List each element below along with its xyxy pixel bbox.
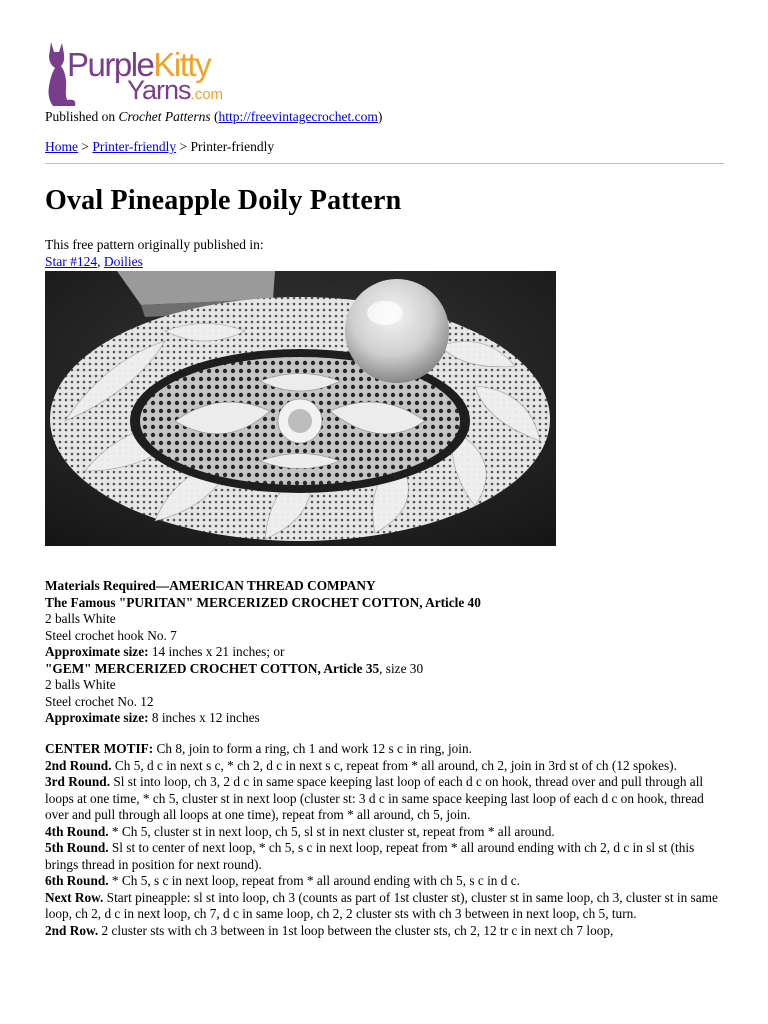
size-label: Approximate size: xyxy=(45,710,149,725)
round-label: Next Row. xyxy=(45,889,104,905)
instructions-section xyxy=(45,741,725,939)
instruction-round xyxy=(45,873,725,890)
page-title: Oval Pineapple Doily Pattern xyxy=(45,185,402,216)
materials-heading: Materials Required—AMERICAN THREAD COMPANY xyxy=(45,578,376,593)
round-text: Sl st into loop, ch 3, 2 d c in same space keeping last loop of each d c on hook, thread over and pull through all loops at one time, * ch 5, cluster st in next loop (cluster st: 3 d c in same space keeping last loop of each d c on hook, thread over and pull through all loops at one time), repeat from * all around, ch 5, join. xyxy=(45,774,704,822)
breadcrumb xyxy=(45,139,274,155)
logo-word-yarns: Yarns xyxy=(127,75,191,105)
materials-line xyxy=(45,644,725,661)
publication-link-star-124[interactable]: Star #124 xyxy=(45,254,98,269)
instruction-round xyxy=(45,824,725,841)
round-label: 5th Round. xyxy=(45,840,109,855)
instruction-round xyxy=(45,741,725,758)
published-prefix: Published on xyxy=(45,109,119,124)
round-label: 2nd Row. xyxy=(45,922,99,938)
breadcrumb-printer-link[interactable]: Printer-friendly xyxy=(92,139,177,154)
size-value: 8 inches x 12 inches xyxy=(148,710,260,725)
paren-open: ( xyxy=(210,109,219,124)
breadcrumb-separator: > xyxy=(176,139,191,154)
round-label: CENTER MOTIF: xyxy=(45,741,154,756)
round-label: 2nd Round. xyxy=(45,757,112,773)
materials-section xyxy=(45,578,725,727)
materials-line: Steel crochet hook No. 7 xyxy=(45,627,177,643)
thread-name-puritan: The Famous "PURITAN" MERCERIZED CROCHET COTTON, Article 40 xyxy=(45,594,481,610)
round-text: 2 cluster sts with ch 3 between in 1st loop between the cluster sts, ch 2, 12 tr c in next ch 7 loop, xyxy=(98,922,614,938)
logo-word-purple: Purple xyxy=(67,46,154,83)
logo-word-dotcom: .com xyxy=(190,86,224,103)
publication-links xyxy=(45,254,143,270)
logo-word-kitty: Kitty xyxy=(153,46,211,83)
logo-subtext xyxy=(127,77,223,108)
instruction-round xyxy=(45,890,725,923)
paren-close: ) xyxy=(377,109,383,124)
size-value: 14 inches x 21 inches; or xyxy=(148,644,285,659)
round-label: 4th Round. xyxy=(45,823,109,839)
publication-intro: This free pattern originally published in: xyxy=(45,237,264,252)
materials-line xyxy=(45,578,725,595)
breadcrumb-home-link[interactable]: Home xyxy=(45,139,78,154)
instruction-round xyxy=(45,758,725,775)
round-text: Start pineapple: sl st into loop, ch 3 (counts as part of 1st cluster st), cluster st in same loop, ch 3, cluster st in same loop, ch 2, d c in next loop, ch 7, d c in same loop, ch 2, 2 cluster sts with ch 3 between in next loop, ch 5, turn. xyxy=(45,889,718,921)
doily-photo xyxy=(45,271,556,546)
instruction-round xyxy=(45,923,725,940)
site-name: Crochet Patterns xyxy=(118,109,211,124)
materials-line: 2 balls White xyxy=(45,677,116,692)
materials-line xyxy=(45,595,725,612)
materials-line: 2 balls White xyxy=(45,611,116,626)
site-header xyxy=(45,40,245,110)
header-divider xyxy=(45,163,724,164)
instruction-round xyxy=(45,774,725,824)
round-label: 3rd Round. xyxy=(45,774,111,789)
round-text: * Ch 5, s c in next loop, repeat from * all around ending with ch 5, s c in d c. xyxy=(108,873,520,888)
publication-link-doilies[interactable]: Doilies xyxy=(103,254,143,269)
round-text: Ch 5, d c in next s c, * ch 2, d c in next s c, repeat from * all around, ch 2, join in 3rd st of ch (12 spokes). xyxy=(111,757,677,773)
round-text: * Ch 5, cluster st in next loop, ch 5, sl st in next cluster st, repeat from * all around. xyxy=(108,823,555,839)
round-text: Ch 8, join to form a ring, ch 1 and work 12 s c in ring, join. xyxy=(153,741,472,756)
materials-line: Steel crochet No. 12 xyxy=(45,693,154,709)
thread-size: , size 30 xyxy=(379,660,424,676)
published-on-line xyxy=(45,109,382,125)
round-label: 6th Round. xyxy=(45,873,109,888)
size-label: Approximate size: xyxy=(45,644,149,659)
thread-name-gem: "GEM" MERCERIZED CROCHET COTTON, Article 35 xyxy=(45,660,380,676)
instruction-round xyxy=(45,840,725,873)
breadcrumb-current: Printer-friendly xyxy=(190,139,275,154)
materials-line xyxy=(45,661,725,678)
round-text: Sl st to center of next loop, * ch 5, s c in next loop, repeat from * all around ending with ch 2, d c in sl st (this brings thread in position for next round). xyxy=(45,840,695,872)
publication-separator: , xyxy=(97,254,104,269)
breadcrumb-separator: > xyxy=(78,139,93,154)
materials-line xyxy=(45,710,725,727)
site-url-link[interactable]: http://freevintagecrochet.com xyxy=(218,109,378,124)
